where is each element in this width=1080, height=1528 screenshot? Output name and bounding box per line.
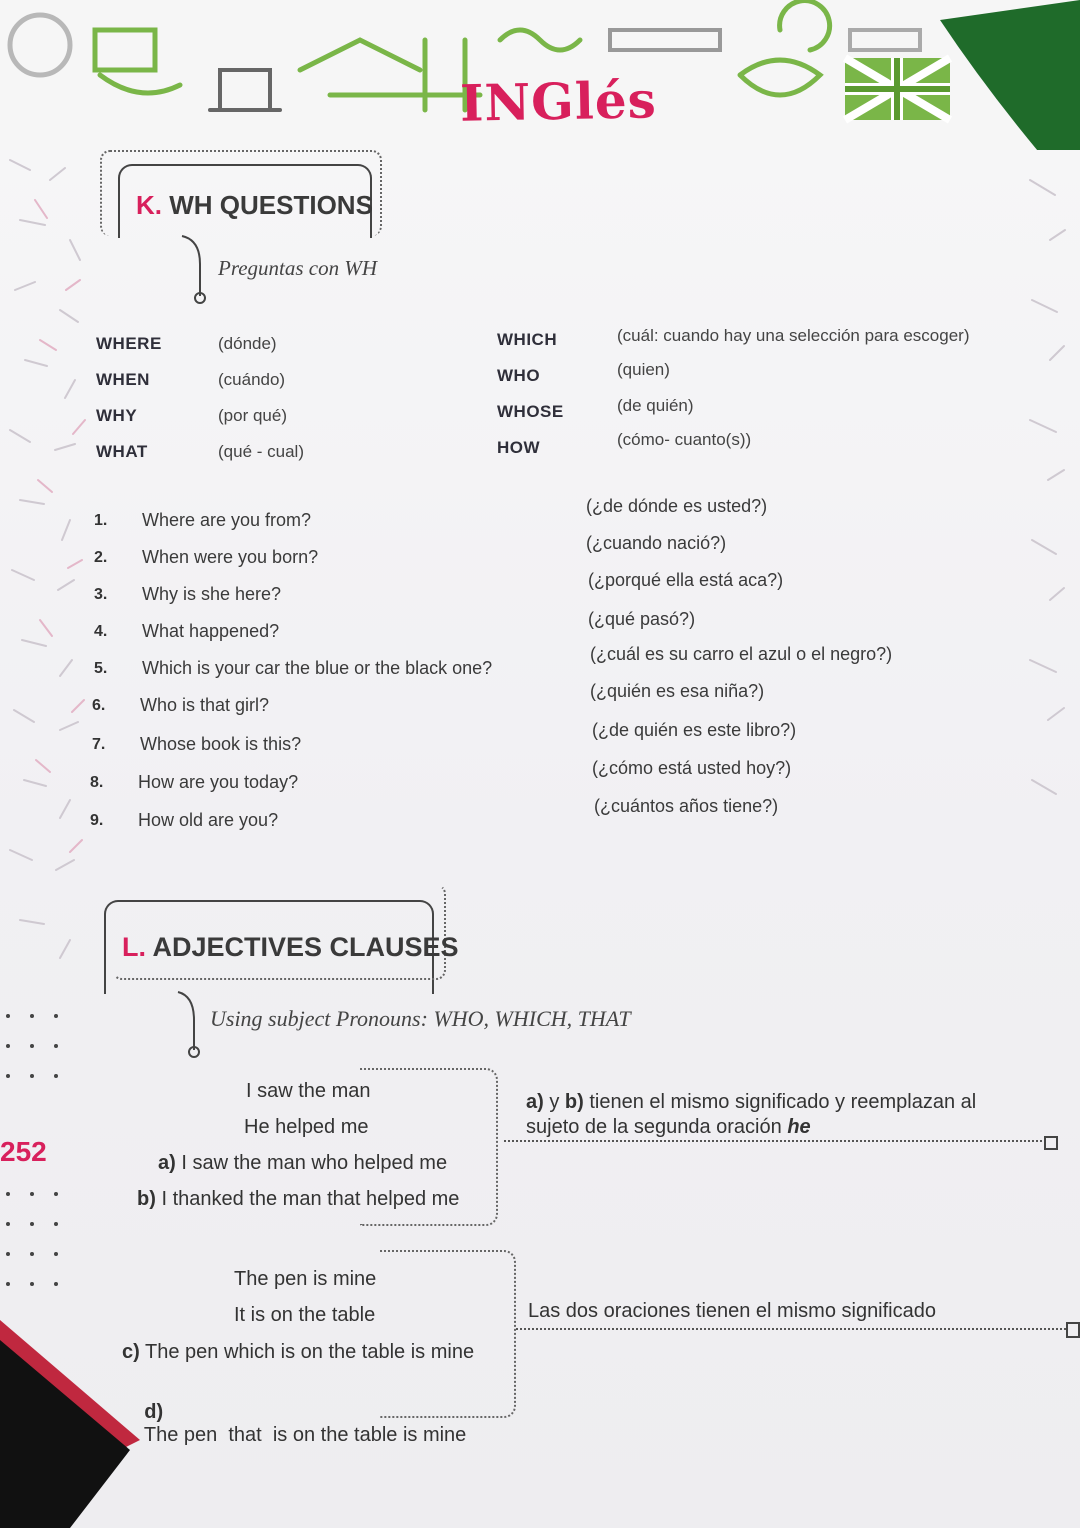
wh-word: WHICH [497, 330, 558, 349]
wh-meaning: (cuál: cuando hay una selección para escoger) [617, 326, 970, 345]
note-a-label: a) [526, 1091, 544, 1113]
group2-line1: The pen is mine [234, 1268, 377, 1290]
note-y: y [549, 1091, 560, 1113]
flag-icon [845, 58, 950, 120]
section-l-letter: L. [122, 932, 146, 962]
wh-word: HOW [497, 438, 541, 457]
group2-line2: It is on the table [234, 1304, 376, 1326]
example-a-text: I saw the man who helped me [181, 1152, 448, 1174]
example-d-label: d) [144, 1401, 164, 1423]
subject-title: INGlés [459, 70, 658, 133]
confetti-decoration-right [1020, 150, 1080, 850]
question-number: 3. [94, 586, 108, 603]
question-en: How are you today? [138, 772, 299, 792]
section-k-connector [180, 234, 220, 306]
wh-meaning: (qué - cual) [218, 442, 304, 461]
group2-note-square [1066, 1322, 1080, 1338]
example-a [158, 1152, 447, 1175]
question-number: 2. [94, 549, 108, 566]
section-l-title [122, 932, 459, 963]
group1-note [526, 1090, 1026, 1140]
section-l-subtitle: Using subject Pronouns: WHO, WHICH, THAT [210, 1006, 631, 1031]
section-k-subtitle: Preguntas con WH [218, 256, 378, 280]
example-d [122, 1378, 466, 1470]
question-en: Why is she here? [142, 584, 282, 604]
question-number: 7. [92, 736, 106, 753]
wh-meaning: (de quién) [617, 396, 694, 415]
question-en: Who is that girl? [140, 695, 270, 715]
wh-meaning: (por qué) [218, 406, 287, 425]
question-es: (¿de quién es este libro?) [592, 720, 797, 740]
group2-note: Las dos oraciones tienen el mismo significado [528, 1300, 936, 1322]
dots-decoration-2 [30, 1014, 34, 1104]
section-l-heading: ADJECTIVES CLAUSES [152, 932, 459, 962]
question-number: 6. [92, 697, 106, 714]
note-b-label: b) [564, 1091, 584, 1113]
question-number: 8. [90, 774, 104, 791]
note-text-2: sujeto de la segunda oración [526, 1116, 782, 1138]
question-number: 4. [94, 623, 108, 640]
wh-meaning: (cómo- cuanto(s)) [617, 430, 752, 449]
wh-word: WHO [497, 366, 541, 385]
wh-meaning: (dónde) [218, 334, 277, 353]
question-es: (¿cómo está usted hoy?) [592, 758, 792, 778]
dots-decoration-6 [54, 1192, 58, 1312]
wh-word: WHEN [96, 370, 150, 389]
question-es: (¿cuál es su carro el azul o el negro?) [590, 644, 893, 664]
wh-word: WHOSE [497, 402, 564, 421]
question-number: 9. [90, 812, 104, 829]
section-k-letter: K. [136, 190, 162, 220]
dots-decoration-5 [30, 1192, 34, 1312]
question-es: (¿de dónde es usted?) [586, 496, 768, 516]
question-en: Which is your car the blue or the black one? [142, 658, 493, 678]
question-es: (¿qué pasó?) [588, 609, 696, 629]
wh-word: WHERE [96, 334, 162, 353]
question-number: 5. [94, 660, 108, 677]
dots-decoration-4 [6, 1192, 10, 1312]
corner-decoration [0, 1320, 160, 1528]
group1-line1: I saw the man [246, 1080, 371, 1102]
question-es: (¿cuántos años tiene?) [594, 796, 779, 816]
question-es: (¿cuando nació?) [586, 533, 727, 553]
page-number: 252 [0, 1136, 47, 1167]
section-k-heading: WH QUESTIONS [169, 190, 373, 220]
questions-list [90, 496, 1022, 840]
group1-line2: He helped me [244, 1116, 369, 1138]
example-d-text: The pen that is on the table is mine [143, 1424, 467, 1446]
wh-word: WHAT [96, 442, 148, 461]
example-c [122, 1341, 474, 1364]
question-es: (¿quién es esa niña?) [590, 681, 765, 701]
question-en: Whose book is this? [140, 734, 302, 754]
group2-note-underline [516, 1328, 1066, 1330]
wh-meaning: (cuándo) [218, 370, 286, 389]
section-k-title [136, 190, 373, 221]
example-b-label: b) [137, 1188, 156, 1210]
question-en: How old are you? [138, 810, 279, 830]
dots-decoration-3 [54, 1014, 58, 1104]
note-he: he [787, 1116, 811, 1138]
dots-decoration [6, 1014, 10, 1104]
example-b-text: I thanked the man that helped me [161, 1188, 460, 1210]
wh-word: WHY [96, 406, 138, 425]
question-es: (¿porqué ella está aca?) [588, 570, 784, 590]
example-a-label: a) [158, 1152, 176, 1174]
example-b [137, 1188, 459, 1211]
question-en: What happened? [142, 621, 280, 641]
group1-note-square [1044, 1136, 1058, 1150]
wh-meaning: (quien) [617, 360, 670, 379]
note-text-1: tienen el mismo significado y reemplazan al [589, 1091, 977, 1113]
group1-note-underline [504, 1140, 1042, 1142]
question-en: Where are you from? [142, 510, 312, 530]
question-en: When were you born? [142, 547, 319, 567]
example-c-text: The pen which is on the table is mine [145, 1341, 475, 1363]
question-number: 1. [94, 512, 108, 529]
example-c-label: c) [122, 1341, 140, 1363]
